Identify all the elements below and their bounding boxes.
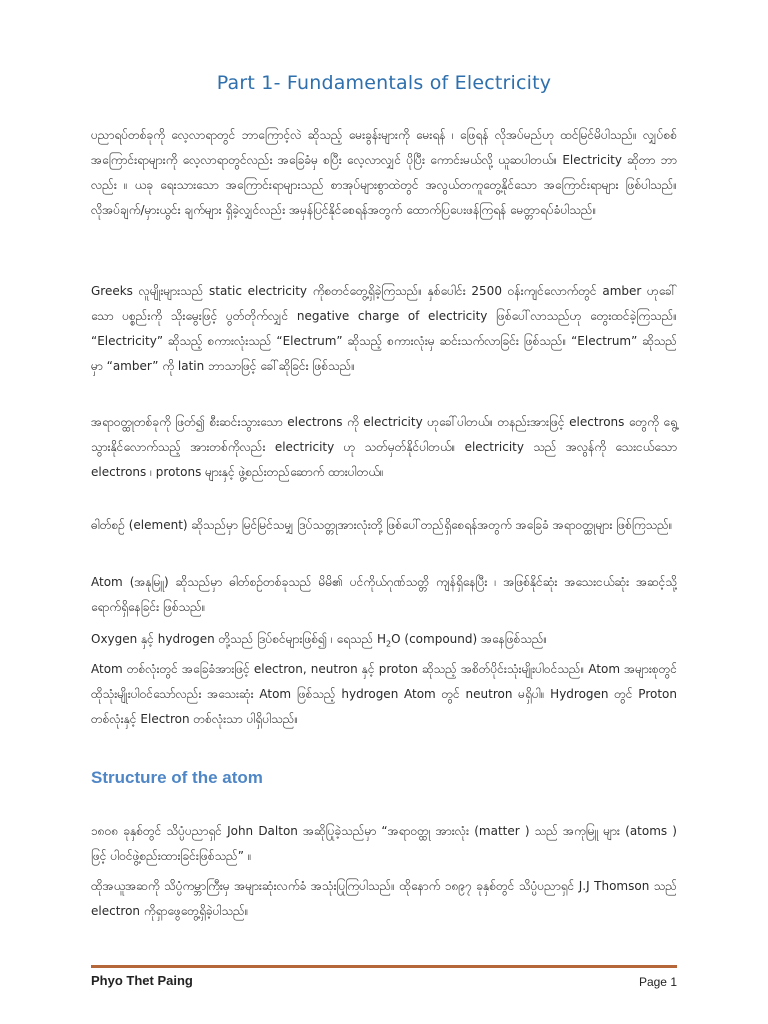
intro-paragraph: ပညာရပ်တစ်ခုကို လေ့လာရာတွင် ဘာကြောင့်လဲ ဆိုသည့် မေးခွန်းများကို မေးရန် ၊ ဖြေရန် လိုအပ်မည်ဟု ထင်မြင်မိပါသည်။ လျှပ်စစ်အကြောင်းရာများကို လေ့လာရာတွင်လည်း အခြေခံမှ စပြီး လေ့လာလျှင် ပိုပြီး ကောင်းမယ်လို့ ယူဆပါတယ်။ Electricity ဆိုတာ ဘာလည်း ။ ယခု ရေးသားသော အကြောင်းရာများသည် စာအုပ်များစွာထဲတွင် အလွယ်တကူတွေ့နိုင်သော အကြောင်းရာများ ဖြစ်ပါသည်။ လိုအပ်ချက်/မှားယွင်း ချက်များ ရှိခဲ့လျှင်လည်း အမှန်ပြင်နိုင်စေရန်အတွက် ထောက်ပြပေးဖန်ကြရန် မေတ္တာရပ်ခံပါသည်။ [91, 128, 677, 217]
oxygen-hydrogen-line [91, 627, 677, 652]
oxygen-line-text-end: O (compound) အနေဖြစ်သည်။ [391, 632, 548, 646]
thomson-paragraph: ထိုအယူအဆကို သိပ္ပံကမ္ဘာကြီးမှ အများဆုံးလက်ခံ အသုံးပြုကြပါသည်။ ထိုနောက် ၁၈၉၇ ခုနှစ်တွင် သိပ္ပံပညာရှင် J.J Thomson သည် electron ကိုရှာဖွေတွေ့ရှိခဲ့ပါသည်။ [91, 879, 677, 918]
electrons-paragraph: အရာဝတ္ထုတစ်ခုကို ဖြတ်၍ စီးဆင်းသွားသော electrons ကို electricity ဟုခေါ်ပါတယ်။ တနည်းအားဖြင့် electrons တွေကို ရွေ့သွားနိုင်လောက်သည့် အားတစ်ကိုလည်း electricity ဟု သတ်မှတ်နိုင်ပါတယ်။ electricity သည် အလွန်ကို သေးငယ်သော electrons ၊ protons များနှင့် ဖွဲ့စည်းတည်ဆောက် ထားပါတယ်။ [91, 415, 677, 479]
page-number: Page 1 [638, 975, 677, 989]
section-heading: Structure of the atom [91, 768, 263, 787]
element-paragraph: ဓါတ်စဉ် (element) ဆိုသည်မှာ မြင်မြင်သမျှ ဒြပ်သတ္တုအားလုံးတို့ ဖြစ်ပေါ်တည်ရှိစေရန်အတွက် အခြေခံ အရာဝတ္ထုများ ဖြစ်ကြသည်။ [91, 518, 673, 532]
atom-definition-paragraph: Atom (အနုမြူ) ဆိုသည်မှာ ဓါတ်စဉ်တစ်ခုသည် မိမိ၏ ပင်ကိုယ်ဂုဏ်သတ္တိ ကျန်ရှိနေပြီး ၊ အဖြစ်နိုင်ဆုံး အသေးငယ်ဆုံး အဆင့်သို့ ရောက်ရှိနေခြင်း ဖြစ်သည်။ [91, 575, 678, 614]
page-title: Part 1- Fundamentals of Electricity [216, 72, 552, 94]
greeks-paragraph: Greeks လူမျိုးများသည် static electricity ကိုစတင်တွေ့ရှိခဲ့ကြသည်။ နှစ်ပေါင်း 2500 ဝန်းကျင်လောက်တွင် amber ဟုခေါ်သော ပစ္စည်းကို သိုးမွေးဖြင့် ပွတ်တိုက်လျှင် negative charge of electricity ဖြစ်ပေါ်လာသည်ဟု တွေးထင်ခဲ့ကြသည်။ “Electricity” ဆိုသည့် စကားလုံးသည် “Electrum” ဆိုသည့် စကားလုံးမှ ဆင်းသက်လာခြင်း ဖြစ်သည်။ “Electrum” ဆိုသည်မှာ “amber” ကို latin ဘာသာဖြင့် ခေါ်ဆိုခြင်း ဖြစ်သည်။ [91, 284, 677, 373]
water-subscript: 2 [386, 639, 392, 649]
atom-parts-paragraph: Atom တစ်လုံးတွင် အခြေခံအားဖြင့် electron, neutron နှင့် proton ဆိုသည့် အစိတ်ပိုင်းသုံးမျိုးပါဝင်သည်။ Atom အများစုတွင် ထိုသုံးမျိုးပါဝင်သော်လည်း အသေးဆုံး Atom ဖြစ်သည့် hydrogen Atom တွင် neutron မရှိပါ။ Hydrogen တွင် Proton တစ်လုံးနှင့် Electron တစ်လုံးသာ ပါရှိပါသည်။ [91, 662, 677, 726]
dalton-paragraph: ၁၈၀၈ ခုနှစ်တွင် သိပ္ပံပညာရှင် John Dalton အဆိုပြုခဲ့သည်မှာ “အရာဝတ္ထု အားလုံး (matter ) သည် အကုမြူ များ (atoms ) ဖြင့် ပါဝင်ဖွဲ့စည်းထားခြင်းဖြစ်သည်” ။ [91, 824, 677, 863]
footer-author: Phyo Thet Paing [91, 973, 193, 988]
footer-rule [91, 965, 677, 968]
oxygen-line-text: Oxygen နှင့် hydrogen တို့သည် ဒြပ်စင်များဖြစ်၍ ၊ ရေသည် H [91, 632, 387, 646]
